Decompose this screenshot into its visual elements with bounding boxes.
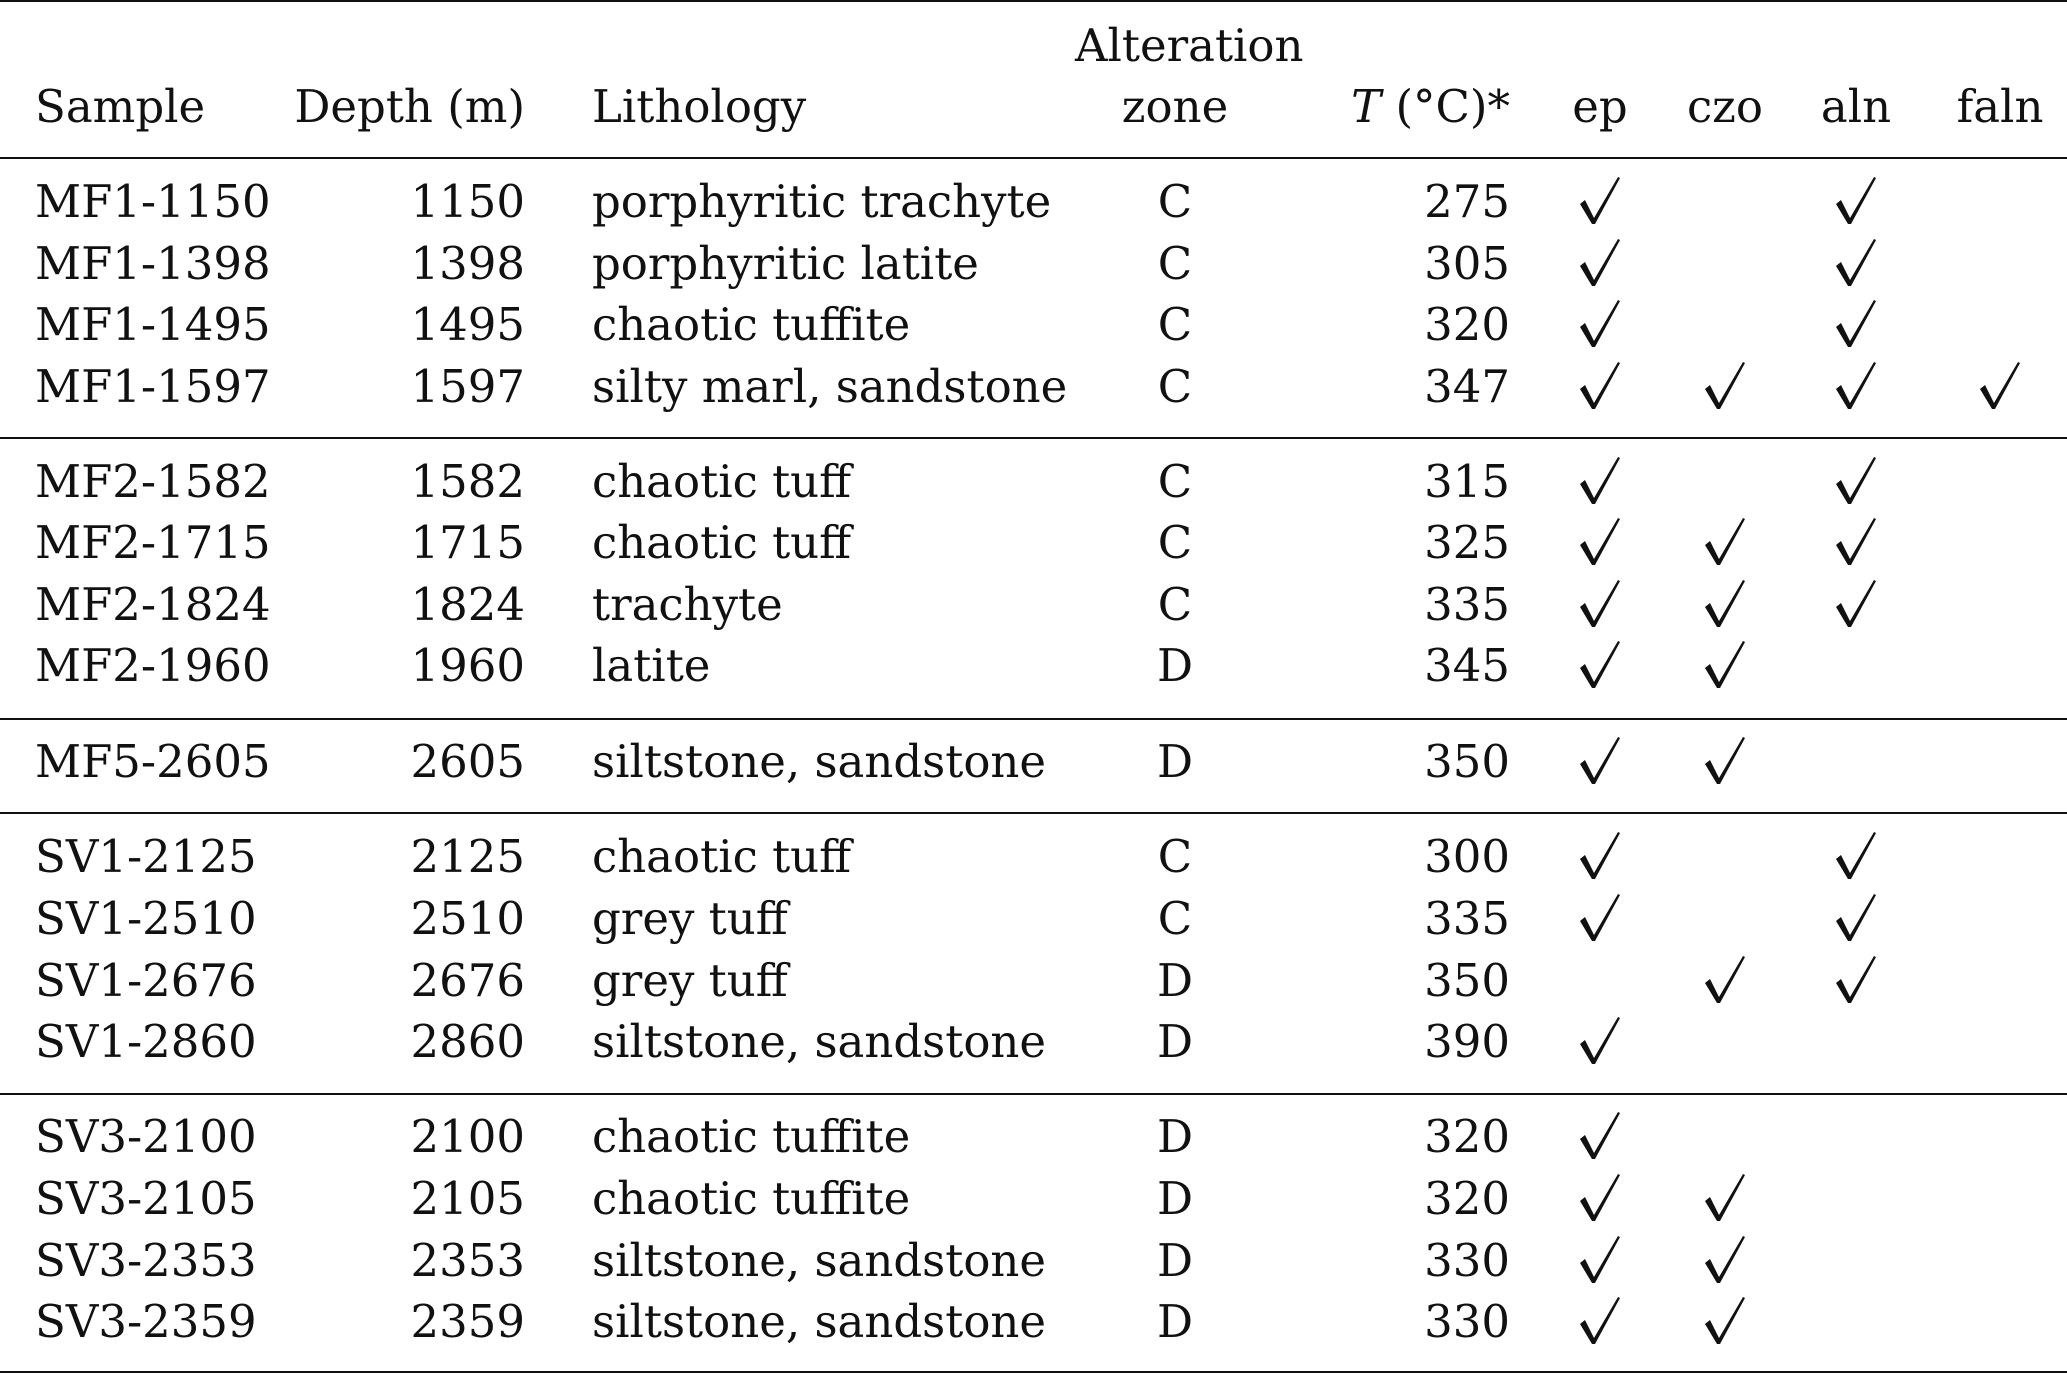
header-rule [0,157,2067,159]
zone-cell: D [1156,1015,1194,1068]
check-mark-icon [1550,1231,1650,1291]
depth-cell: 1582 [410,455,525,508]
temperature-cell: 275 [1424,175,1510,228]
depth-cell: 1150 [410,175,525,228]
depth-cell: 1597 [410,360,525,413]
check-mark-icon [1550,1292,1650,1352]
check-mark-icon [1806,951,1906,1011]
header-czo: czo [1686,80,1763,133]
sample-cell: SV3-2105 [35,1172,257,1225]
lithology-cell: porphyritic trachyte [592,175,1052,228]
temperature-cell: 330 [1424,1234,1510,1287]
sample-cell: MF2-1824 [35,578,271,631]
zone-cell: D [1156,639,1194,692]
check-mark-icon [1806,827,1906,887]
check-mark-icon [1945,357,2055,417]
depth-cell: 2605 [410,735,525,788]
check-mark-icon [1550,575,1650,635]
temperature-cell: 315 [1424,455,1510,508]
group-rule [0,812,2067,814]
check-mark-icon [1675,357,1775,417]
check-mark-icon [1550,452,1650,512]
check-mark-icon [1806,513,1906,573]
bottom-rule [0,1371,2067,1373]
temperature-cell: 335 [1424,892,1510,945]
header-faln: faln [1956,80,2044,133]
header-alteration-line1: Alteration [1075,19,1304,72]
sample-cell: MF2-1960 [35,639,271,692]
depth-cell: 2100 [410,1110,525,1163]
lithology-cell: chaotic tuff [592,516,852,569]
zone-cell: D [1156,1295,1194,1348]
sample-cell: MF1-1597 [35,360,271,413]
header-temperature-unit: (°C)* [1381,80,1510,133]
lithology-cell: chaotic tuff [592,830,852,883]
sample-cell: SV1-2125 [35,830,257,883]
lithology-cell: siltstone, sandstone [592,1295,1047,1348]
lithology-cell: chaotic tuff [592,455,852,508]
depth-cell: 2860 [410,1015,525,1068]
temperature-cell: 347 [1424,360,1510,413]
zone-cell: C [1157,298,1193,351]
temperature-cell: 330 [1424,1295,1510,1348]
header-temperature-symbol: T [1351,80,1382,133]
check-mark-icon [1806,452,1906,512]
check-mark-icon [1550,172,1650,232]
sample-cell: MF2-1715 [35,516,271,569]
check-mark-icon [1550,1012,1650,1072]
zone-cell: C [1157,892,1193,945]
temperature-cell: 320 [1424,298,1510,351]
sample-cell: MF2-1582 [35,455,271,508]
lithology-cell: silty marl, sandstone [592,360,1068,413]
lithology-cell: siltstone, sandstone [592,1015,1047,1068]
lithology-cell: latite [592,639,711,692]
zone-cell: D [1156,1172,1194,1225]
check-mark-icon [1675,636,1775,696]
depth-cell: 1495 [410,298,525,351]
check-mark-icon [1806,295,1906,355]
depth-cell: 2359 [410,1295,525,1348]
header-lithology: Lithology [592,80,807,133]
depth-cell: 2353 [410,1234,525,1287]
zone-cell: C [1157,360,1193,413]
zone-cell: D [1156,735,1194,788]
header-aln: aln [1820,80,1892,133]
group-rule [0,718,2067,720]
check-mark-icon [1550,827,1650,887]
check-mark-icon [1806,889,1906,949]
temperature-cell: 300 [1424,830,1510,883]
check-mark-icon [1675,732,1775,792]
sample-cell: SV3-2359 [35,1295,257,1348]
temperature-cell: 350 [1424,735,1510,788]
check-mark-icon [1550,1107,1650,1167]
temperature-cell: 350 [1424,954,1510,1007]
sample-cell: SV1-2510 [35,892,257,945]
header-temperature [1260,77,1510,137]
depth-cell: 1960 [410,639,525,692]
check-mark-icon [1550,636,1650,696]
depth-cell: 1398 [410,237,525,290]
top-rule [0,0,2067,2]
header-depth: Depth (m) [294,80,525,133]
check-mark-icon [1675,1169,1775,1229]
check-mark-icon [1550,732,1650,792]
check-mark-icon [1806,357,1906,417]
lithology-cell: chaotic tuffite [592,1110,911,1163]
temperature-cell: 335 [1424,578,1510,631]
temperature-cell: 325 [1424,516,1510,569]
lithology-cell: siltstone, sandstone [592,1234,1047,1287]
header-sample: Sample [35,80,206,133]
depth-cell: 2105 [410,1172,525,1225]
zone-cell: D [1156,1110,1194,1163]
depth-cell: 1824 [410,578,525,631]
check-mark-icon [1675,513,1775,573]
check-mark-icon [1675,1292,1775,1352]
sample-cell: SV3-2100 [35,1110,257,1163]
check-mark-icon [1675,575,1775,635]
depth-cell: 2676 [410,954,525,1007]
sample-cell: MF5-2605 [35,735,271,788]
depth-cell: 2510 [410,892,525,945]
zone-cell: D [1156,954,1194,1007]
zone-cell: D [1156,1234,1194,1287]
check-mark-icon [1550,889,1650,949]
check-mark-icon [1806,172,1906,232]
check-mark-icon [1806,575,1906,635]
temperature-cell: 345 [1424,639,1510,692]
lithology-cell: siltstone, sandstone [592,735,1047,788]
header-alteration-line2: zone [1121,80,1229,133]
group-rule [0,1093,2067,1095]
check-mark-icon [1550,234,1650,294]
sample-cell: SV3-2353 [35,1234,257,1287]
temperature-cell: 320 [1424,1172,1510,1225]
check-mark-icon [1550,357,1650,417]
depth-cell: 2125 [410,830,525,883]
sample-cell: MF1-1495 [35,298,271,351]
check-mark-icon [1675,1231,1775,1291]
zone-cell: C [1157,578,1193,631]
depth-cell: 1715 [410,516,525,569]
sample-cell: MF1-1398 [35,237,271,290]
sample-cell: SV1-2676 [35,954,257,1007]
lithology-cell: grey tuff [592,954,788,1007]
zone-cell: C [1157,830,1193,883]
check-mark-icon [1550,1169,1650,1229]
temperature-cell: 390 [1424,1015,1510,1068]
temperature-cell: 320 [1424,1110,1510,1163]
check-mark-icon [1806,234,1906,294]
zone-cell: C [1157,516,1193,569]
zone-cell: C [1157,237,1193,290]
group-rule [0,437,2067,439]
lithology-cell: chaotic tuffite [592,1172,911,1225]
check-mark-icon [1675,951,1775,1011]
check-mark-icon [1550,513,1650,573]
sample-cell: MF1-1150 [35,175,271,228]
lithology-cell: grey tuff [592,892,788,945]
sample-cell: SV1-2860 [35,1015,257,1068]
check-mark-icon [1550,295,1650,355]
lithology-cell: porphyritic latite [592,237,979,290]
zone-cell: C [1157,455,1193,508]
lithology-cell: chaotic tuffite [592,298,911,351]
temperature-cell: 305 [1424,237,1510,290]
lithology-cell: trachyte [592,578,783,631]
zone-cell: C [1157,175,1193,228]
header-ep: ep [1572,80,1628,133]
